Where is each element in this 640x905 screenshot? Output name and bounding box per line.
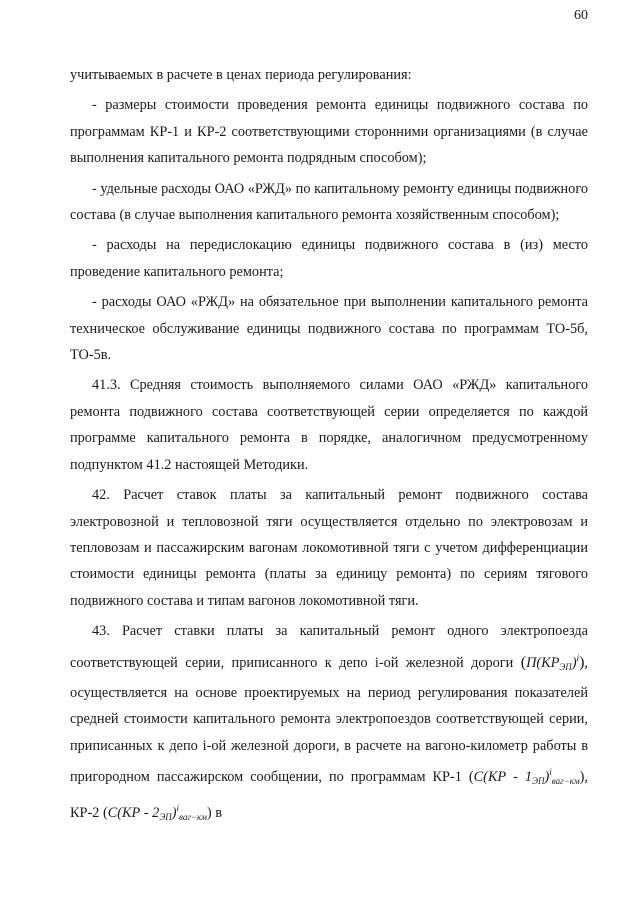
paragraph-43 (70, 618, 588, 830)
list-item-relocation-costs: - расходы на передислокацию единицы подвижного состава в (из) место проведение капитального ремонта; (70, 237, 588, 280)
list-item-maintenance-costs: - расходы ОАО «РЖД» на обязательное при выполнении капитального ремонта техническое обслуживание единицы подвижного состава по программам ТО-5б, ТО-5в. (70, 294, 588, 364)
list-item-specific-costs: - удельные расходы ОАО «РЖД» по капитальному ремонту единицы подвижного состава (в случае выполнения капитального ремонта хозяйственным способом); (70, 180, 588, 224)
paragraph-41-3: 41.3. Средняя стоимость выполняемого силами ОАО «РЖД» капитального ремонта подвижного состава соответствующей серии определяется по каждой программе капитального ремонта в порядке, аналогичном предусмотренному подпунктом 41.2 настоящей Методики. (70, 377, 588, 473)
page-number: 60 (574, 8, 588, 23)
formula-rate-kr-ep: $(П(КР_{ЭП})^i)$ (520, 652, 585, 672)
paragraph-continuation: учитываемых в расчете в ценах периода регулирования: (70, 67, 412, 83)
paragraph-43-part3: ), КР-2 ( (70, 769, 588, 821)
formula-cost-kr2: $С(КР - 2_{ЭП})^i_{ваг-км}$ (107, 802, 207, 822)
paragraph-43-part1: 43. Расчет ставки платы за капитальный ремонт одного электропоезда соответствующей серии, приписанного к депо i-ой железной дороги (70, 623, 588, 671)
formula-cost-kr1: $С(КР - 1_{ЭП})^i_{ваг-км}$ (473, 767, 580, 787)
paragraph-43-part4: ) в (206, 804, 222, 821)
list-item-repair-cost: - размеры стоимости проведения ремонта единицы подвижного состава по программам КР-1 и КР-2 соответствующими сторонними организациями (в случае выполнения капитального ремонта подрядным способом); (70, 97, 588, 167)
paragraph-43-part2: , осуществляется на основе проектируемых на период регулирования показателей средней стоимости капитального ремонта электропоездов соответствующей серии, приписанных к депо i-ой железной дороги, в расчете на вагоно-километр работы в пригородном пассажирском сообщении, по программам КР-1 ( (70, 654, 588, 786)
paragraph-42: 42. Расчет ставок платы за капитальный ремонт подвижного состава электровозной и тепловозной тяги осуществляется отдельно по электровозам и тепловозам и пассажирским вагонам локомотивной тяги с учетом дифференциации стоимости единицы ремонта (платы за единицу ремонта) по сериям тягового подвижного состава и типам вагонов локомотивной тяги. (70, 487, 588, 609)
body-text (70, 62, 588, 834)
